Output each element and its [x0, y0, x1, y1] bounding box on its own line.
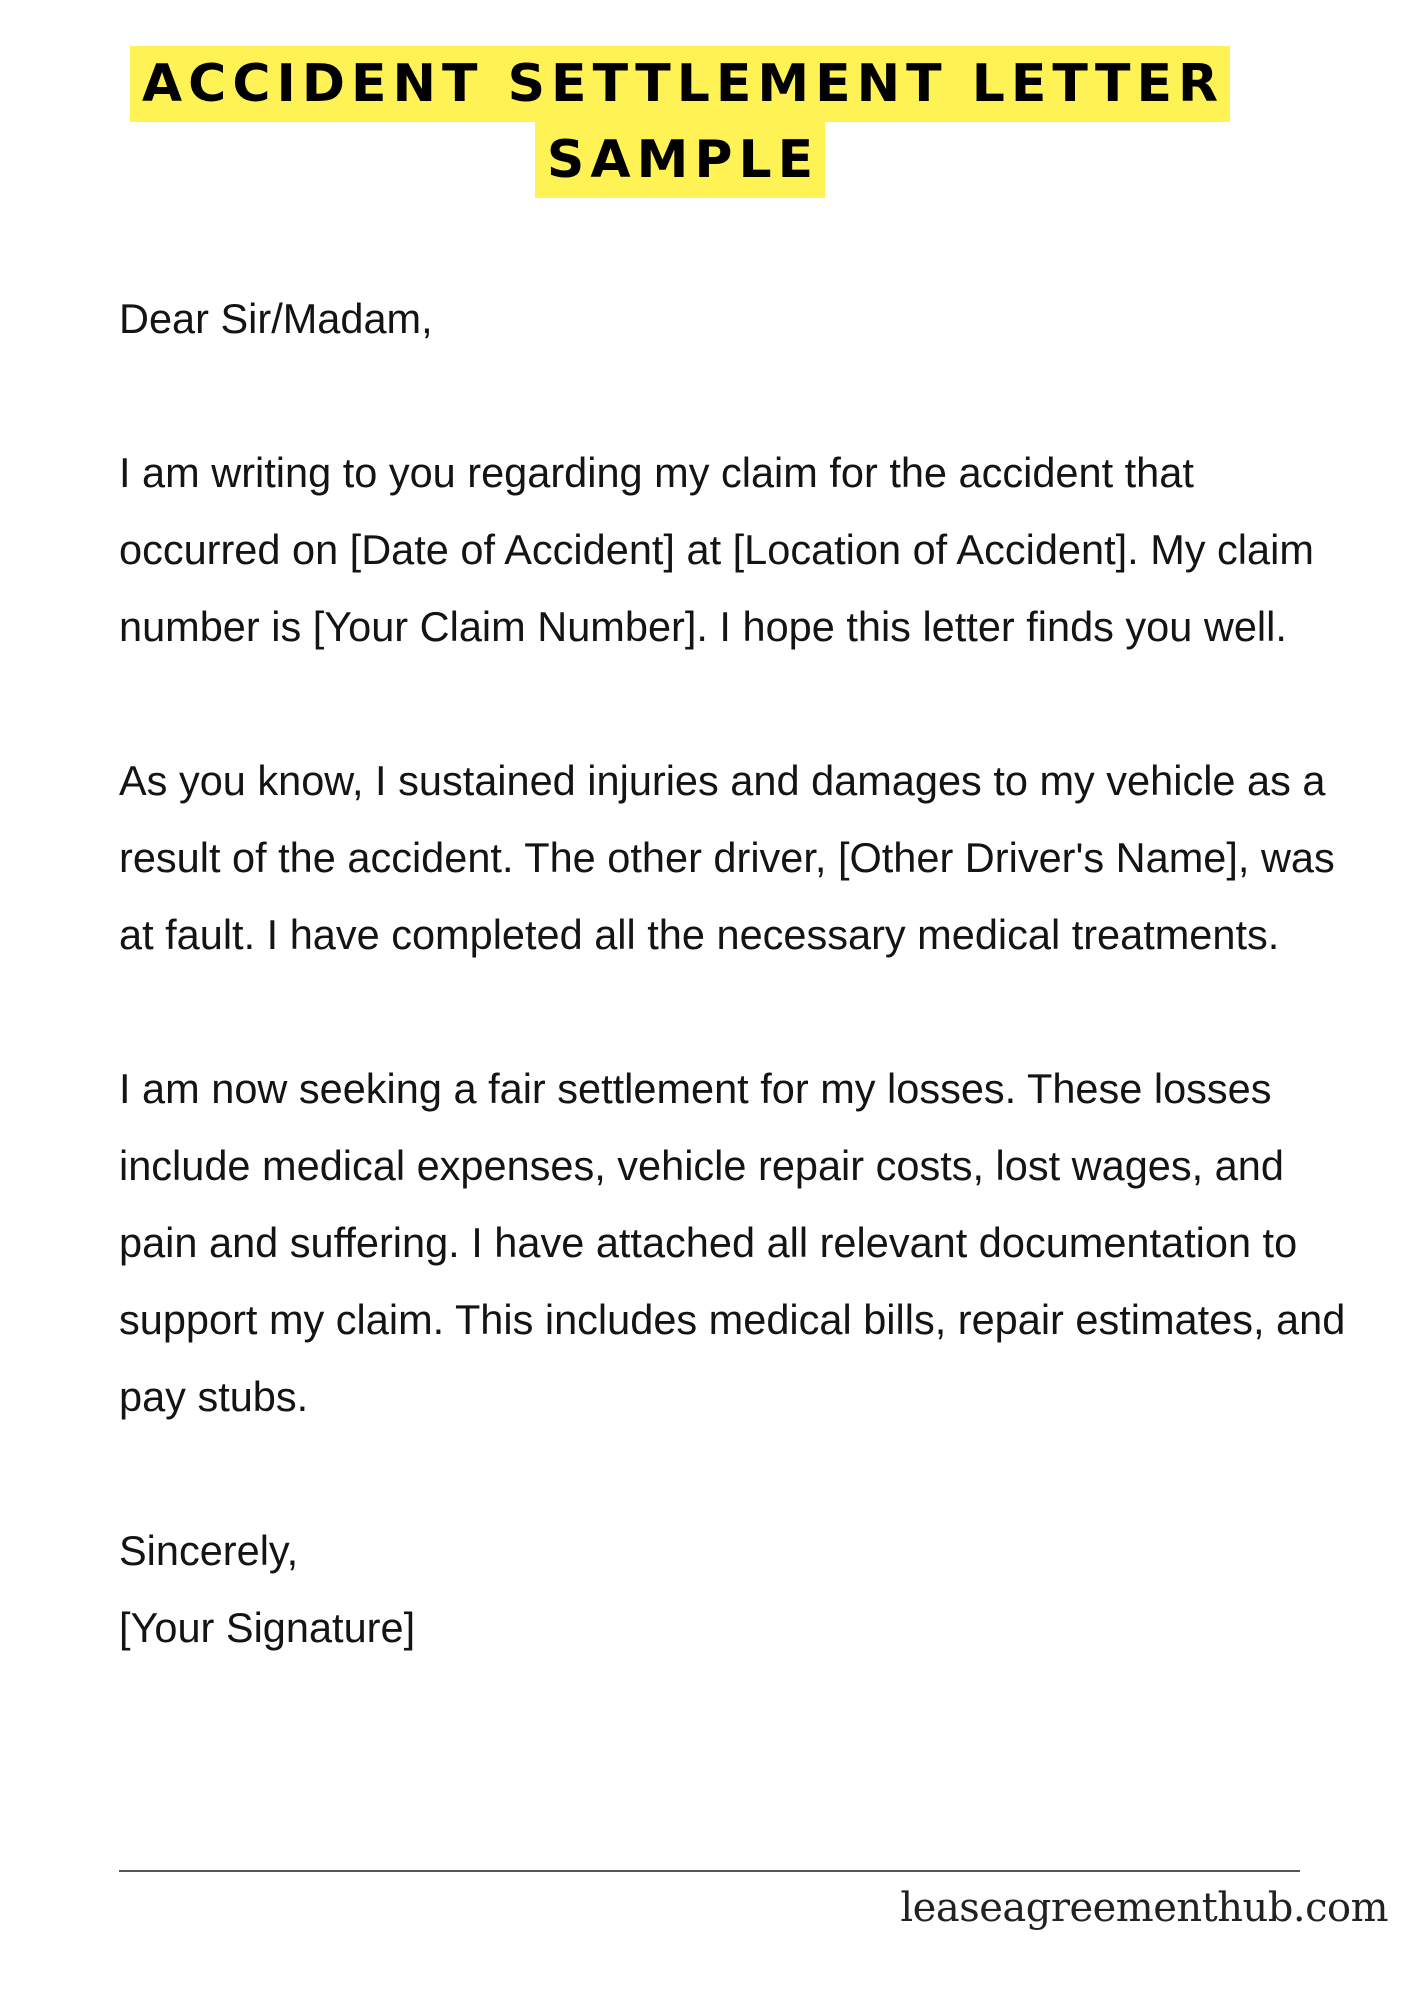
document-title: [0, 46, 1360, 198]
footer-divider: [119, 1870, 1300, 1872]
paragraph-1: I am writing to you regarding my claim for the accident that occurred on [Date of Accident] at [Location of Accident]. My claim number is [Your Claim Number]. I hope this letter finds you well.: [119, 449, 1314, 650]
paragraph-3: I am now seeking a fair settlement for my losses. These losses include medical expenses, vehicle repair costs, lost wages, and pain and suffering. I have attached all relevant documentation to support my claim. This includes medical bills, repair estimates, and pay stubs.: [119, 1065, 1346, 1420]
footer-website: leaseagreementhub.com: [900, 1885, 1388, 1931]
salutation: Dear Sir/Madam,: [119, 295, 433, 342]
title-line-2: SAMPLE: [535, 122, 825, 198]
signature-placeholder: [Your Signature]: [119, 1604, 416, 1651]
closing: Sincerely,: [119, 1527, 299, 1574]
letter-body: [119, 280, 1349, 1666]
title-line-1: ACCIDENT SETTLEMENT LETTER: [130, 46, 1230, 122]
paragraph-2: As you know, I sustained injuries and damages to my vehicle as a result of the accident. The other driver, [Other Driver's Name], was at fault. I have completed all the necessary medical treatments.: [119, 757, 1335, 958]
